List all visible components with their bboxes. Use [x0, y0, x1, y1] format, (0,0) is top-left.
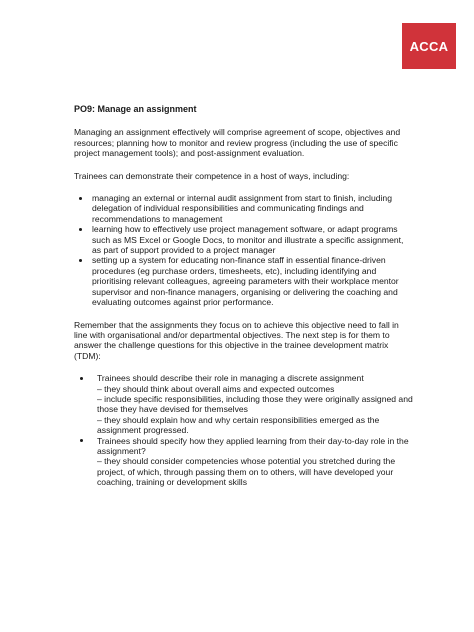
question-point: – they should consider competencies whose potential you stretched during the project, of which, through passing them on to others, will have developed your coaching, training or development skills — [97, 456, 396, 488]
question-point: – they should explain how and why certain responsibilities emerged as the assignment progressed. — [97, 414, 380, 436]
question-item — [74, 373, 414, 435]
ways-intro-paragraph: Trainees can demonstrate their competence in a host of ways, including: — [74, 170, 350, 181]
questions-list — [74, 373, 414, 487]
question-point: – include specific responsibilities, including those they were originally assigned and those they have devised for themselves — [97, 393, 413, 415]
remember-paragraph: Remember that the assignments they focus on to achieve this objective need to fall in line with organisational and/or departmental objectives. The next step is for them to answer the challenge questions for this objective in the trainee development matrix (TDM): — [74, 319, 399, 361]
ways-list-item: learning how to effectively use project management software, or adapt programs such as MS Excel or Google Docs, to monitor and illustrate a specific assignment, as part of support provided to a project manager — [74, 224, 414, 255]
section-heading: PO9: Manage an assignment — [74, 104, 197, 114]
question-text: Trainees should describe their role in managing a discrete assignment — [97, 373, 364, 384]
question-point: – they should think about overall aims and expected outcomes — [97, 383, 335, 394]
document-body — [74, 104, 414, 488]
ways-list-item: setting up a system for educating non-finance staff in essential finance-driven procedures (eg purchase orders, timesheets, etc), including identifying and prioritising relevant colleagues, agreeing parameters with their workplace mentor supervisor and non-finance managers, organising or delivering the coaching and evaluating outcomes against prior performance. — [74, 255, 414, 307]
ways-list-item: managing an external or internal audit assignment from start to finish, including delegation of individual responsibilities and communicating findings and recommendations to management — [74, 193, 414, 224]
ways-list — [74, 193, 414, 307]
acca-logo — [402, 23, 456, 69]
question-item — [74, 436, 414, 488]
question-text: Trainees should specify how they applied learning from their day-to-day role in the assignment? — [97, 435, 409, 456]
intro-paragraph: Managing an assignment effectively will comprise agreement of scope, objectives and resources; planning how to monitor and review progress (including the use of specific project management tools); and post-assignment evaluation. — [74, 127, 401, 159]
logo-text: ACCA — [409, 38, 449, 54]
